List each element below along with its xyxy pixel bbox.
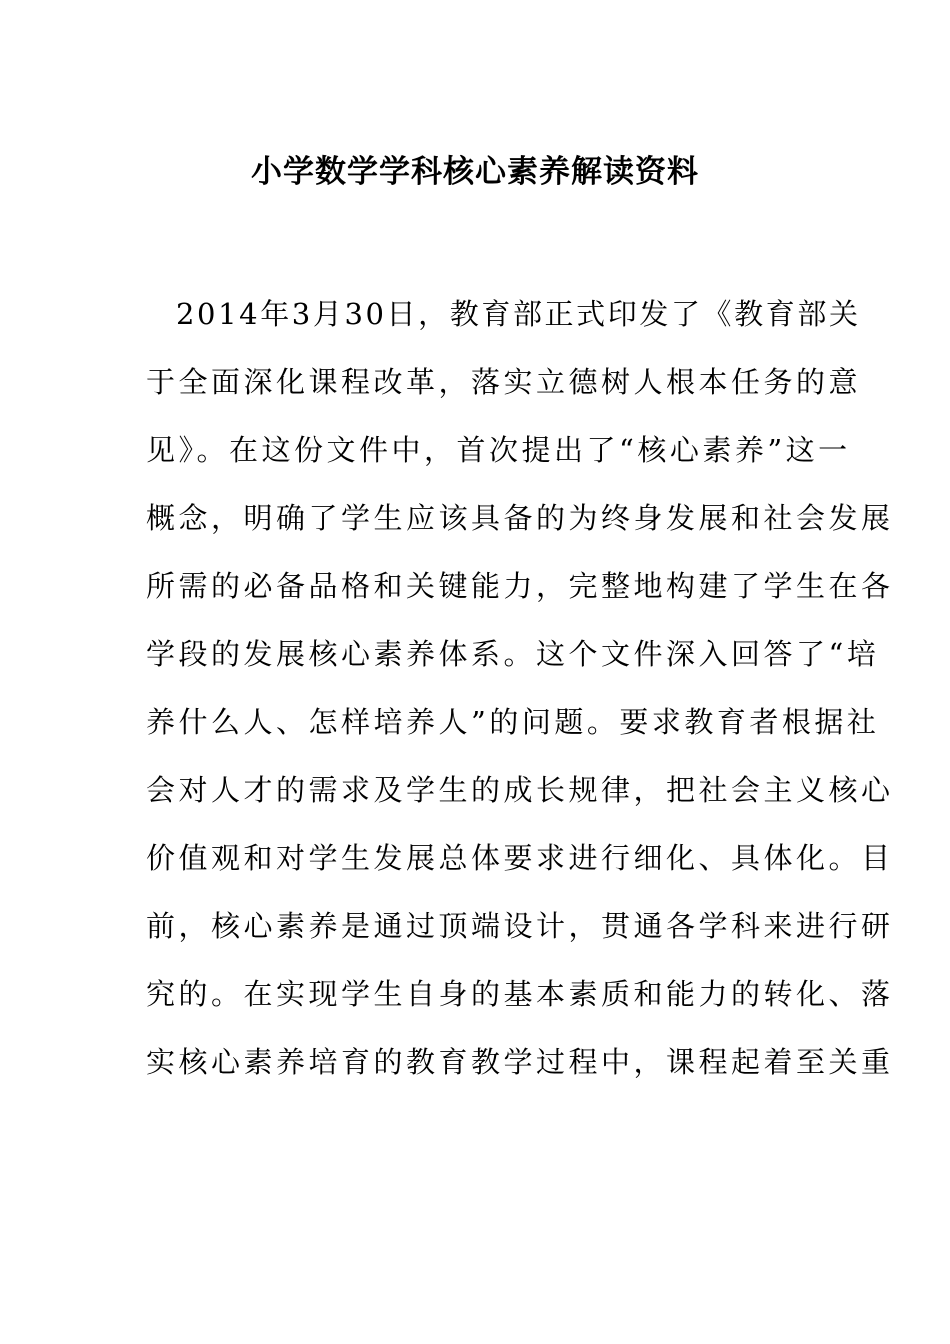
paragraph-line: 见》。在这份文件中，首次提出了“核心素养”这一	[146, 433, 851, 467]
paragraph-line: 学段的发展核心素养体系。这个文件深入回答了“培	[146, 637, 880, 671]
document-body	[146, 286, 894, 1102]
paragraph-line: 养什么人、怎样培养人”的问题。要求教育者根据社	[146, 705, 880, 739]
document-title: 小学数学学科核心素养解读资料	[251, 154, 699, 190]
paragraph-line: 2014年3月30日，教育部正式印发了《教育部关	[176, 297, 861, 331]
paragraph-line: 会对人才的需求及学生的成长规律，把社会主义核心	[146, 773, 894, 807]
paragraph-line: 究的。在实现学生自身的基本素质和能力的转化、落	[146, 977, 894, 1011]
paragraph-line: 价值观和对学生发展总体要求进行细化、具体化。目	[146, 841, 894, 875]
paragraph-line: 概念，明确了学生应该具备的为终身发展和社会发展	[146, 501, 894, 535]
paragraph-line: 前，核心素养是通过顶端设计，贯通各学科来进行研	[146, 909, 894, 943]
paragraph-line: 实核心素养培育的教育教学过程中，课程起着至关重	[146, 1045, 894, 1079]
paragraph-line: 所需的必备品格和关键能力，完整地构建了学生在各	[146, 569, 894, 603]
paragraph-line: 于全面深化课程改革，落实立德树人根本任务的意	[146, 365, 862, 399]
